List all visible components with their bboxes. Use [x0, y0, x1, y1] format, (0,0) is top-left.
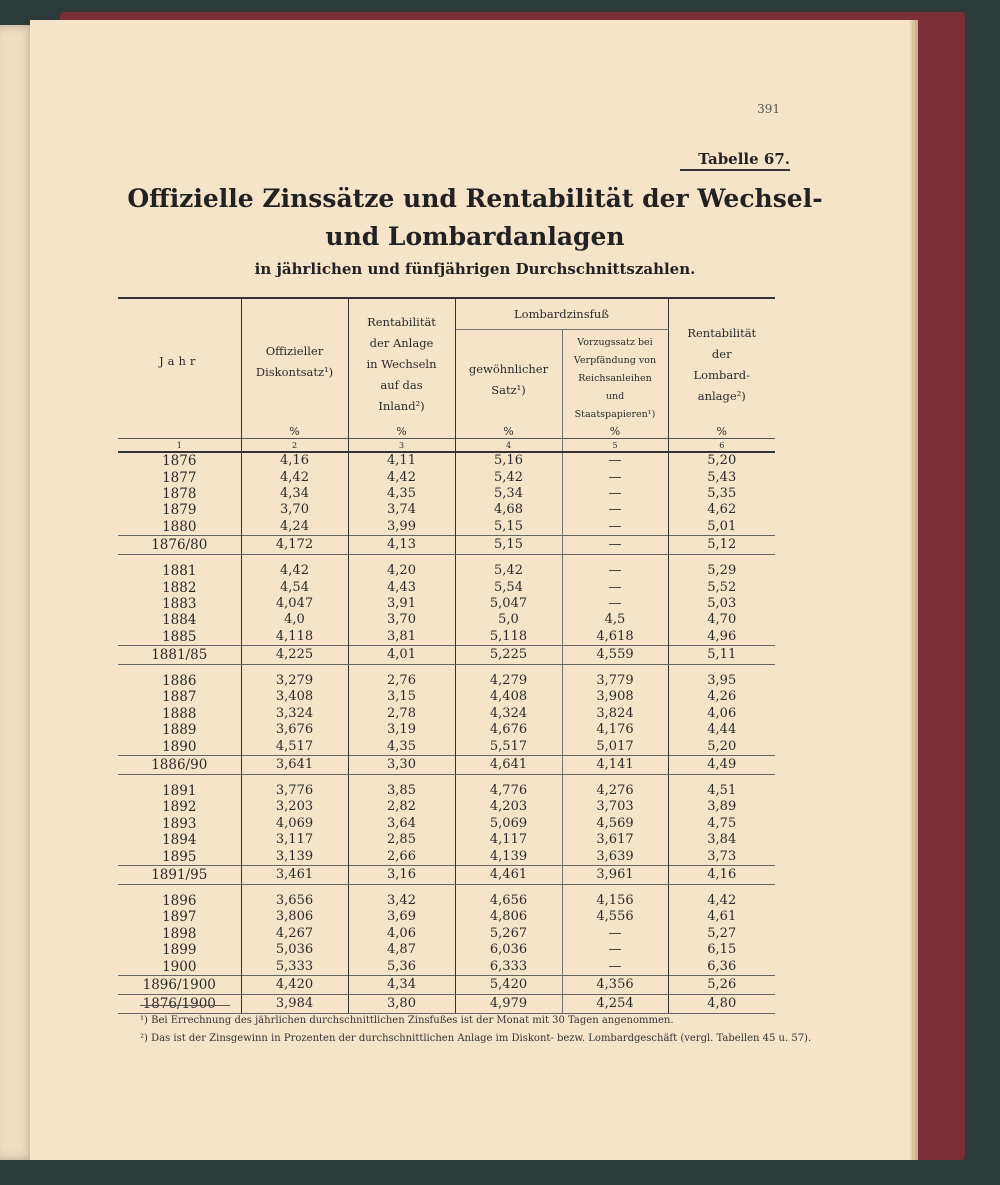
cell-jahr: 1891/95: [118, 865, 241, 884]
table-row: [118, 942, 775, 958]
average-row: [118, 755, 775, 774]
unit-c6: %: [716, 424, 727, 438]
table-row: [118, 783, 775, 799]
cell-c3: 5,36: [348, 958, 455, 975]
cell-jahr: 1898: [118, 926, 241, 942]
page-subtitle: in jährlichen und fünfjährigen Durchschnittszahlen.: [254, 260, 696, 278]
cell-c6: 4,70: [707, 612, 737, 628]
cell-c5: 4,5: [562, 612, 668, 628]
cell-jahr: 1900: [118, 958, 241, 975]
cell-c5: —: [562, 563, 668, 579]
cell-c6: 4,49: [668, 755, 775, 774]
cell-c3: 3,69: [348, 909, 455, 925]
row-spacer: [118, 884, 775, 893]
cell-c5: —: [562, 926, 668, 942]
cell-jahr: 1895: [118, 848, 241, 865]
cell-c3: 4,11: [348, 452, 455, 469]
table-row: [118, 563, 775, 579]
cell-c3: 3,64: [348, 816, 455, 832]
cell-c2: 3,408: [241, 689, 348, 705]
cell-c2: 4,069: [241, 816, 348, 832]
cell-c4: 4,117: [455, 832, 562, 848]
header-rent-lombard: Rentabilität der Lombard-anlage²): [668, 298, 775, 424]
cell-c2: 4,267: [241, 926, 348, 942]
cell-c4: 5,267: [455, 926, 562, 942]
average-row: [118, 975, 775, 994]
cell-c3: 2,85: [348, 832, 455, 848]
unit-c3: %: [348, 424, 455, 439]
cell-c5: 3,779: [562, 673, 668, 689]
cell-jahr: 1890: [118, 738, 241, 755]
table-row: [118, 799, 775, 815]
page-title: [110, 180, 840, 256]
cell-c5: 4,276: [562, 783, 668, 799]
cell-c5: —: [562, 502, 668, 518]
spacer-cell: [348, 774, 455, 783]
col-number: 2: [241, 439, 348, 453]
table-row: [118, 738, 775, 755]
cell-c3: 4,35: [348, 738, 455, 755]
cell-c6: 4,16: [668, 865, 775, 884]
cell-c6: 4,80: [668, 994, 775, 1013]
cell-c3: 3,99: [348, 519, 455, 536]
cell-jahr: 1876/1900: [118, 994, 241, 1013]
table-row: [118, 452, 775, 469]
cell-c6: 6,36: [707, 958, 737, 974]
unit-c5: %: [562, 424, 668, 439]
spacer-cell: [348, 884, 455, 893]
cell-c2: 4,172: [241, 535, 348, 554]
cell-c3: 4,34: [348, 975, 455, 994]
average-row: [118, 645, 775, 664]
cell-c5: 3,908: [562, 689, 668, 705]
cell-jahr: 1876: [118, 452, 241, 469]
spacer-cell: [241, 554, 348, 563]
cell-c4: 4,461: [455, 865, 562, 884]
cell-c6: 5,01: [707, 518, 737, 534]
table-body: [118, 452, 775, 1013]
cell-c4: 5,15: [455, 535, 562, 554]
cell-c6: 5,52: [707, 579, 737, 595]
cell-jahr: 1882: [118, 579, 241, 595]
unit-c2: %: [241, 424, 348, 439]
cell-c2: 4,24: [241, 519, 348, 536]
cell-jahr: 1894: [118, 832, 241, 848]
spacer-cell: [118, 774, 241, 783]
cell-c6: 4,42: [707, 893, 737, 908]
cell-c2: 4,16: [241, 452, 348, 469]
cell-c2: 3,641: [241, 755, 348, 774]
cell-c5: 4,556: [562, 909, 668, 925]
cell-jahr: 1883: [118, 596, 241, 612]
table-row: [118, 502, 775, 518]
cell-c5: 3,639: [562, 848, 668, 865]
spacer-cell: [241, 774, 348, 783]
cell-c6: 6,15: [707, 942, 737, 958]
rates-table: [118, 297, 775, 1014]
col-number: 5: [562, 439, 668, 453]
cell-c5: 3,703: [562, 799, 668, 815]
table-label: Tabelle 67.: [680, 150, 790, 171]
cell-c3: 3,30: [348, 755, 455, 774]
table-row: [118, 519, 775, 536]
cell-c4: 5,069: [455, 816, 562, 832]
cell-c6: 3,95: [707, 673, 737, 689]
col-number: 3: [348, 439, 455, 453]
cell-c2: 3,676: [241, 722, 348, 738]
cell-c4: 5,15: [455, 519, 562, 536]
cell-c2: 4,517: [241, 738, 348, 755]
cell-c2: 3,806: [241, 909, 348, 925]
cell-c6: 4,75: [707, 815, 737, 831]
cell-c4: 4,68: [455, 502, 562, 518]
cell-c3: 3,81: [348, 629, 455, 646]
cell-jahr: 1879: [118, 502, 241, 518]
cell-c3: 3,74: [348, 502, 455, 518]
cell-c2: 3,203: [241, 799, 348, 815]
cell-jahr: 1887: [118, 689, 241, 705]
table-row: [118, 673, 775, 689]
table-row: [118, 848, 775, 865]
cell-jahr: 1889: [118, 722, 241, 738]
cell-jahr: 1896/1900: [118, 975, 241, 994]
cell-c4: 4,279: [455, 673, 562, 689]
cell-c5: 3,824: [562, 706, 668, 722]
footnote-rule: [140, 1005, 230, 1006]
cell-c2: 3,279: [241, 673, 348, 689]
cell-c3: 4,35: [348, 486, 455, 502]
cell-c6: 4,96: [707, 628, 737, 644]
cell-c5: —: [562, 452, 668, 469]
cell-c4: 5,0: [455, 612, 562, 628]
col-number: 4: [455, 439, 562, 453]
spacer-cell: [562, 664, 668, 673]
table-row: [118, 486, 775, 502]
cell-c5: 4,569: [562, 816, 668, 832]
cell-c2: 4,42: [241, 469, 348, 485]
cell-c5: —: [562, 535, 668, 554]
cell-c2: 4,34: [241, 486, 348, 502]
cell-c6: 5,20: [707, 738, 737, 754]
cell-c5: 4,156: [562, 893, 668, 909]
spacer-cell: [562, 554, 668, 563]
average-row: [118, 535, 775, 554]
cell-c3: 3,91: [348, 596, 455, 612]
cell-jahr: 1876/80: [118, 535, 241, 554]
spacer-cell: [118, 664, 241, 673]
table-row: [118, 596, 775, 612]
cell-c4: 5,047: [455, 596, 562, 612]
cell-c4: 4,203: [455, 799, 562, 815]
col-number: 1: [118, 439, 241, 453]
average-row: [118, 865, 775, 884]
cell-c4: 5,42: [455, 469, 562, 485]
cell-c5: 4,618: [562, 629, 668, 646]
cell-jahr: 1881: [118, 563, 241, 579]
cell-c6: 3,89: [707, 799, 737, 815]
spacer-cell: [241, 884, 348, 893]
cell-jahr: 1886/90: [118, 755, 241, 774]
spacer-cell: [241, 664, 348, 673]
cell-c5: —: [562, 596, 668, 612]
cell-jahr: 1897: [118, 909, 241, 925]
cell-c6: 5,26: [668, 975, 775, 994]
table-row: [118, 689, 775, 705]
cell-c3: 2,78: [348, 706, 455, 722]
cell-jahr: 1880: [118, 519, 241, 536]
cell-c3: 4,42: [348, 469, 455, 485]
cell-c4: 4,776: [455, 783, 562, 799]
cell-c3: 3,15: [348, 689, 455, 705]
cell-jahr: 1892: [118, 799, 241, 815]
cell-c3: 3,80: [348, 994, 455, 1013]
spacer-cell: [455, 554, 562, 563]
spacer-cell: [348, 664, 455, 673]
cell-c5: 3,617: [562, 832, 668, 848]
cell-jahr: 1877: [118, 469, 241, 485]
cell-c2: 4,54: [241, 579, 348, 595]
page: [30, 20, 910, 1160]
cell-c5: 5,017: [562, 738, 668, 755]
cell-c4: 5,517: [455, 738, 562, 755]
header-rent-wechsel: Rentabilität der Anlage in Wechseln auf das Inland²): [348, 298, 455, 424]
table-row: [118, 958, 775, 975]
cell-c5: 4,356: [562, 975, 668, 994]
table-row: [118, 893, 775, 909]
page-number: 391: [757, 102, 780, 116]
table-row: [118, 469, 775, 485]
unit-c4: %: [455, 424, 562, 439]
spacer-cell: [562, 774, 668, 783]
cell-c2: 4,225: [241, 645, 348, 664]
cell-c6: 5,27: [707, 925, 737, 941]
cell-c6: 4,06: [707, 705, 737, 721]
cell-c3: 4,43: [348, 579, 455, 595]
spacer-cell: [455, 774, 562, 783]
table-row: [118, 832, 775, 848]
col-number: 6: [668, 439, 775, 453]
cell-jahr: 1884: [118, 612, 241, 628]
unit-jahr: [118, 424, 241, 439]
cell-c2: 3,461: [241, 865, 348, 884]
cell-c4: 6,036: [455, 942, 562, 958]
footnote-2: ²) Das ist der Zinsgewinn in Prozenten der durchschnittlichen Anlage im Diskont- bezw. Lombardgeschäft (vergl. Tabellen 45 u. 57).: [140, 1033, 812, 1044]
cell-c2: 4,047: [241, 596, 348, 612]
spacer-cell: [668, 884, 775, 893]
cell-jahr: 1888: [118, 706, 241, 722]
cell-c6: 5,03: [707, 595, 737, 611]
cell-c4: 4,979: [455, 994, 562, 1013]
cell-c3: 2,82: [348, 799, 455, 815]
header-diskont: Offizieller Diskontsatz¹): [241, 298, 348, 424]
cell-c4: 5,16: [455, 452, 562, 469]
cell-c5: 4,254: [562, 994, 668, 1013]
cell-c2: 4,118: [241, 629, 348, 646]
cell-c3: 3,16: [348, 865, 455, 884]
row-spacer: [118, 664, 775, 673]
table-row: [118, 722, 775, 738]
cell-c2: 3,139: [241, 848, 348, 865]
cell-jahr: 1893: [118, 816, 241, 832]
cell-c5: —: [562, 469, 668, 485]
cell-c5: 3,961: [562, 865, 668, 884]
cell-c4: 4,641: [455, 755, 562, 774]
cell-c3: 2,76: [348, 673, 455, 689]
cell-jahr: 1885: [118, 629, 241, 646]
table-row: [118, 926, 775, 942]
header-lombard-group: Lombardzinsfuß: [455, 298, 668, 330]
title-line-2: und Lombardanlagen: [325, 222, 625, 251]
cell-c3: 4,87: [348, 942, 455, 958]
spacer-cell: [348, 554, 455, 563]
row-spacer: [118, 774, 775, 783]
cell-c6: 5,12: [668, 535, 775, 554]
cell-c2: 4,420: [241, 975, 348, 994]
cell-jahr: 1886: [118, 673, 241, 689]
cell-c2: 5,036: [241, 942, 348, 958]
header-lombard-gew: gewöhnlicher Satz¹): [455, 330, 562, 425]
cell-c6: 4,61: [707, 909, 737, 925]
cell-c2: 4,0: [241, 612, 348, 628]
cell-c3: 3,42: [348, 893, 455, 909]
table-row: [118, 629, 775, 646]
cell-c6: 4,62: [707, 502, 737, 518]
cell-c6: 5,11: [668, 645, 775, 664]
cell-c3: 4,13: [348, 535, 455, 554]
cell-c6: 5,20: [707, 453, 737, 469]
cell-c4: 4,139: [455, 848, 562, 865]
spacer-cell: [668, 774, 775, 783]
cell-c2: 3,984: [241, 994, 348, 1013]
cell-c5: —: [562, 942, 668, 958]
cell-c5: 4,559: [562, 645, 668, 664]
title-line-1: Offizielle Zinssätze und Rentabilität der Wechsel-: [127, 184, 823, 213]
cell-jahr: 1881/85: [118, 645, 241, 664]
cell-c4: 4,656: [455, 893, 562, 909]
cell-jahr: 1891: [118, 783, 241, 799]
spacer-cell: [118, 554, 241, 563]
cell-c5: —: [562, 958, 668, 975]
spacer-cell: [118, 884, 241, 893]
spacer-cell: [668, 664, 775, 673]
cell-c2: 3,70: [241, 502, 348, 518]
footnote-1: ¹) Bei Errechnung des jährlichen durchschnittlichen Zinsfußes ist der Monat mit 30 Tagen angenommen.: [140, 1015, 674, 1026]
cell-c3: 4,20: [348, 563, 455, 579]
cell-c4: 4,408: [455, 689, 562, 705]
cell-c5: —: [562, 486, 668, 502]
cell-c3: 2,66: [348, 848, 455, 865]
cell-c4: 5,54: [455, 579, 562, 595]
cell-c5: —: [562, 579, 668, 595]
cell-c5: 4,141: [562, 755, 668, 774]
cell-c2: 3,117: [241, 832, 348, 848]
cell-jahr: 1878: [118, 486, 241, 502]
cell-c6: 5,29: [707, 563, 737, 579]
spacer-cell: [455, 884, 562, 893]
cell-c6: 5,35: [707, 485, 737, 501]
spacer-cell: [562, 884, 668, 893]
row-spacer: [118, 554, 775, 563]
cell-c6: 4,26: [707, 689, 737, 705]
cell-c6: 3,73: [707, 848, 737, 864]
cell-c2: 3,324: [241, 706, 348, 722]
table-row: [118, 816, 775, 832]
cell-c5: 4,176: [562, 722, 668, 738]
table-row: [118, 579, 775, 595]
cell-c4: 5,42: [455, 563, 562, 579]
cell-c5: —: [562, 519, 668, 536]
cell-jahr: 1896: [118, 893, 241, 909]
cell-c2: 3,656: [241, 893, 348, 909]
header-jahr: Jahr: [118, 298, 241, 424]
cell-c4: 5,420: [455, 975, 562, 994]
cell-c3: 3,19: [348, 722, 455, 738]
cell-jahr: 1899: [118, 942, 241, 958]
cell-c3: 3,85: [348, 783, 455, 799]
cell-c6: 4,44: [707, 722, 737, 738]
header-lombard-vorzug: Vorzugssatz bei Verpfändung von Reichsanleihen und Staatspapieren¹): [562, 330, 668, 425]
table-row: [118, 612, 775, 628]
cell-c4: 4,676: [455, 722, 562, 738]
cell-c4: 6,333: [455, 958, 562, 975]
spacer-cell: [668, 554, 775, 563]
cell-c3: 4,06: [348, 926, 455, 942]
cell-c3: 3,70: [348, 612, 455, 628]
table-row: [118, 909, 775, 925]
spacer-cell: [455, 664, 562, 673]
cell-c6: 3,84: [707, 832, 737, 848]
table-row: [118, 706, 775, 722]
cell-c4: 5,225: [455, 645, 562, 664]
cell-c4: 5,118: [455, 629, 562, 646]
cell-c4: 4,324: [455, 706, 562, 722]
cell-c3: 4,01: [348, 645, 455, 664]
cell-c2: 3,776: [241, 783, 348, 799]
cell-c2: 4,42: [241, 563, 348, 579]
cell-c4: 5,34: [455, 486, 562, 502]
cell-c4: 4,806: [455, 909, 562, 925]
footnotes: [140, 1005, 840, 1048]
cell-c6: 5,43: [707, 469, 737, 485]
cell-c6: 4,51: [707, 783, 737, 799]
cell-c2: 5,333: [241, 958, 348, 975]
